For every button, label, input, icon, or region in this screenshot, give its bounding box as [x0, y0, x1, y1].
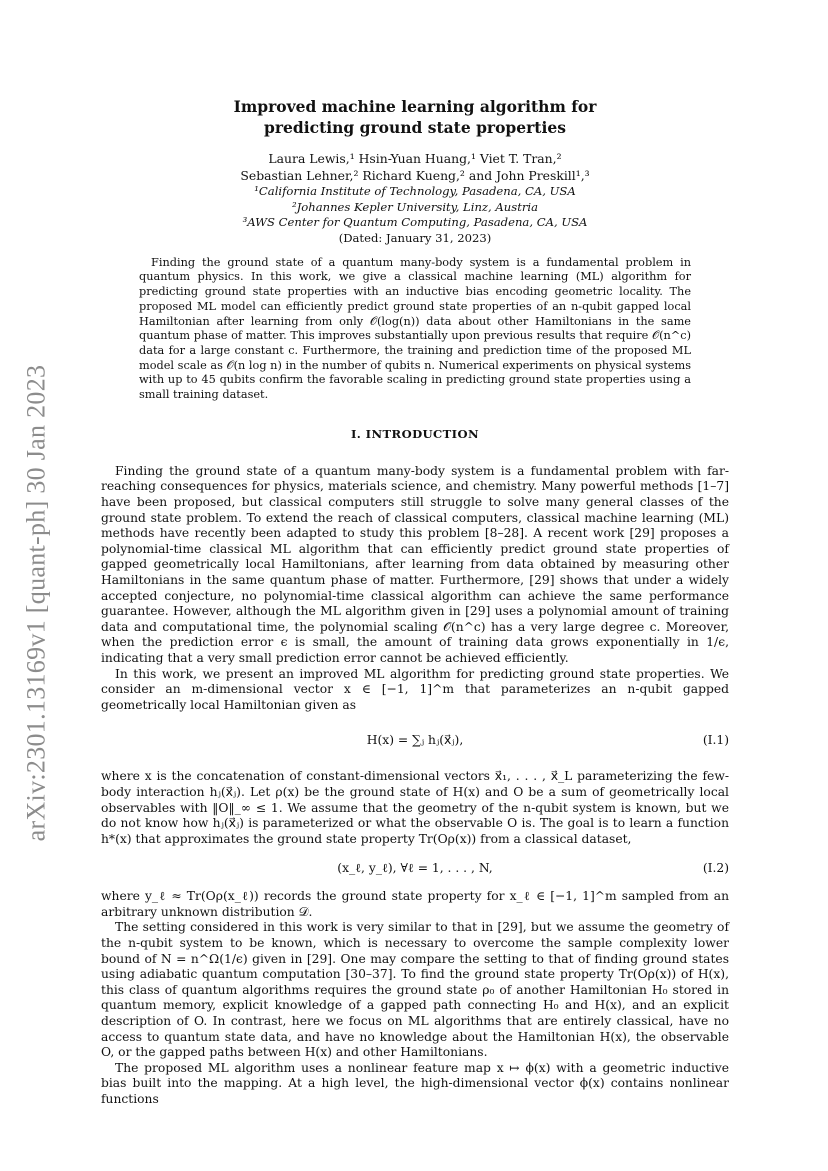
abstract: Finding the ground state of a quantum many-body system is a fundamental problem in quantum physics. In this work, we give a classical machine learning (ML) algorithm for predicting ground state properties with an inductive bias encoding geometric locality. The proposed ML model can efficiently predict ground state properties of an n-qubit gapped local Hamiltonian after learning from only 𝒪(log(n)) data about other Hamiltonians in the same quantum phase of matter. This improves substantially upon previous results that require 𝒪(n^c) data for a large constant c. Furthermore, the training and prediction time of the proposed ML model scale as 𝒪(n log n) in the number of qubits n. Numerical experiments on physical systems with up to 45 qubits confirm the favorable scaling in predicting ground state properties using a small training dataset.	[139, 255, 691, 402]
paragraph-1: Finding the ground state of a quantum many-body system is a fundamental problem with far-reaching consequences for physics, materials science, and chemistry. Many powerful methods [1–7] have been proposed, but classical computers still struggle to solve many general classes of the ground state problem. To extend the reach of classical computers, classical machine learning (ML) methods have recently been adapted to study this problem [8–28]. A recent work [29] proposes a polynomial-time classical ML algorithm that can efficiently predict ground state properties of gapped geometrically local Hamiltonians, after learning from data obtained by measuring other Hamiltonians in the same quantum phase of matter. Furthermore, [29] shows that under a widely accepted conjecture, no polynomial-time classical algorithm can achieve the same performance guarantee. However, although the ML algorithm given in [29] uses a polynomial amount of training data and computational time, the polynomial scaling 𝒪(n^c) has a very large degree c. Moreover, when the prediction error ϵ is small, the amount of training data grows exponentially in 1/ϵ, indicating that a very small prediction error cannot be achieved efficiently.	[101, 463, 729, 665]
arxiv-identifier-text: arXiv:2301.13169v1 [quant-ph] 30 Jan 2023	[21, 364, 50, 842]
paragraph-4: where y_ℓ ≈ Tr(Oρ(x_ℓ)) records the ground state property for x_ℓ ∈ [−1, 1]^m sampled from an arbitrary unknown distribution 𝒟.	[101, 889, 729, 919]
equation-2-body: (x_ℓ, y_ℓ), ∀ℓ = 1, . . . , N,	[337, 860, 493, 875]
authors-line-2: Sebastian Lehner,² Richard Kueng,² and John Preskill¹,³	[240, 168, 590, 183]
paragraph-6: The proposed ML algorithm uses a nonlinear feature map x ↦ ϕ(x) with a geometric inductive bias built into the mapping. At a high level, the high-dimensional vector ϕ(x) contains nonlinear functions	[101, 1060, 729, 1106]
affiliations	[101, 184, 729, 231]
authors-line-1: Laura Lewis,¹ Hsin-Yuan Huang,¹ Viet T. Tran,²	[268, 151, 562, 166]
equation-2	[101, 857, 729, 879]
title-line-1: Improved machine learning algorithm for	[233, 97, 597, 116]
date-line: (Dated: January 31, 2023)	[338, 230, 492, 245]
paper-title	[101, 96, 729, 138]
affiliation-1: ¹California Institute of Technology, Pasadena, CA, USA	[254, 184, 576, 198]
equation-1	[101, 723, 729, 757]
paper-page	[101, 96, 729, 1108]
paragraph-2: In this work, we present an improved ML algorithm for predicting ground state properties. We consider an m-dimensional vector x ∈ [−1, 1]^m that parameterizes an n-qubit gapped geometrically local Hamiltonian given as	[101, 666, 729, 712]
section-heading: I. INTRODUCTION	[350, 426, 480, 441]
affiliation-2: ²Johannes Kepler University, Linz, Austria	[291, 199, 539, 214]
author-list	[101, 150, 729, 184]
affiliation-3: ³AWS Center for Quantum Computing, Pasadena, CA, USA	[242, 215, 588, 230]
equation-2-number: (I.2)	[702, 861, 729, 876]
paragraph-3: where x is the concatenation of constant-dimensional vectors x⃗₁, . . . , x⃗_L parameterizing the few-body interaction hⱼ(x⃗ⱼ). Let ρ(x) be the ground state of H(x) and O be a sum of geometrically local observables with ‖O‖_∞ ≤ 1. We assume that the geometry of the n-qubit system is known, but we do not know how hⱼ(x⃗ⱼ) is parameterized or what the observable O is. The goal is to learn a function h*(x) that approximates the ground state property Tr(Oρ(x)) from a classical dataset,	[101, 769, 729, 846]
title-line-2: predicting ground state properties	[264, 118, 566, 137]
paragraph-5: The setting considered in this work is very similar to that in [29], but we assume the geometry of the n-qubit system to be known, which is necessary to overcome the sample complexity lower bound of N = n^Ω(1/ϵ) given in [29]. One may compare the setting to that of finding ground states using adiabatic quantum computation [30–37]. To find the ground state property Tr(Oρ(x)) of H(x), this class of quantum algorithms requires the ground state ρ₀ of another Hamiltonian H₀ stored in quantum memory, explicit knowledge of a gapped path connecting H₀ and H(x), and an explicit description of O. In contrast, here we focus on ML algorithms that are entirely classical, have no access to quantum state data, and have no knowledge about the Hamiltonian H(x), the observable O, or the gapped paths between H(x) and other Hamiltonians.	[101, 920, 729, 1060]
body-text	[101, 464, 729, 1108]
arxiv-identifier	[21, 343, 51, 863]
equation-1-body: H(x) = ∑ⱼ hⱼ(x⃗ⱼ),	[366, 733, 464, 748]
equation-1-number: (I.1)	[702, 733, 729, 748]
